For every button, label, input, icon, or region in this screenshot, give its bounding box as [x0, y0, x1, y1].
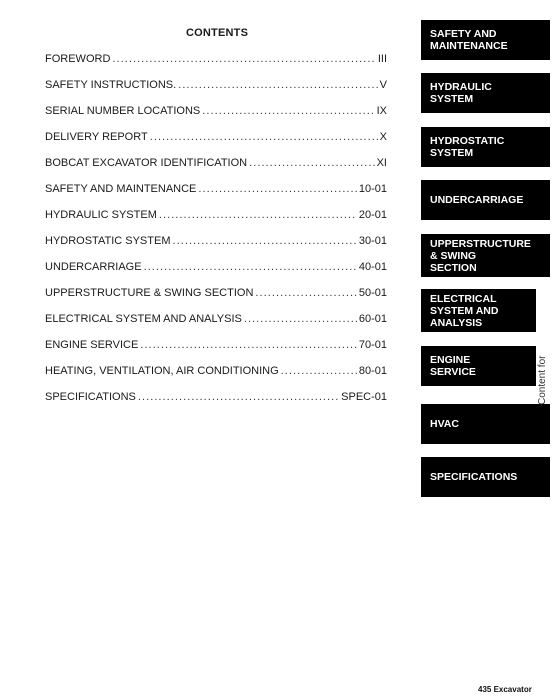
tab-label-line: SAFETY AND — [430, 28, 497, 40]
toc-entry-page: III — [377, 53, 387, 65]
section-tabs — [421, 0, 550, 699]
toc-leader-dots — [140, 339, 357, 351]
tab-upperstructure-swing[interactable] — [421, 234, 550, 277]
toc-entry-page: V — [379, 79, 387, 91]
tab-hydraulic-system[interactable] — [421, 73, 550, 113]
toc-entry-page: 80-01 — [358, 365, 387, 377]
toc-entry-foreword[interactable] — [45, 53, 387, 79]
toc-leader-dots — [144, 261, 357, 273]
tab-label-line: UNDERCARRIAGE — [430, 194, 524, 206]
tab-label-line: ELECTRICAL — [430, 292, 497, 305]
tab-label-line: SECTION — [430, 261, 477, 274]
toc-entry-serial-number-locations[interactable] — [45, 105, 387, 131]
toc-entry-hvac[interactable] — [45, 365, 387, 391]
tab-label-line: HVAC — [430, 418, 459, 430]
toc-leader-dots — [178, 79, 377, 91]
toc-leader-dots — [281, 365, 357, 377]
toc-entry-safety-instructions[interactable] — [45, 79, 387, 105]
toc-entry-title: DELIVERY REPORT — [45, 131, 148, 143]
toc-leader-dots — [138, 391, 339, 403]
page-title: CONTENTS — [186, 27, 249, 39]
toc-entry-title: HEATING, VENTILATION, AIR CONDITIONING — [45, 365, 279, 377]
toc-leader-dots — [112, 53, 375, 65]
toc-leader-dots — [173, 235, 357, 247]
toc-entry-title: ELECTRICAL SYSTEM AND ANALYSIS — [45, 313, 242, 325]
toc-entry-safety-and-maintenance[interactable] — [45, 183, 387, 209]
toc-leader-dots — [244, 313, 357, 325]
toc-entry-title: SAFETY AND MAINTENANCE — [45, 183, 197, 195]
toc-entry-hydraulic-system[interactable] — [45, 209, 387, 235]
toc-entry-hydrostatic-system[interactable] — [45, 235, 387, 261]
toc-entry-electrical-system[interactable] — [45, 313, 387, 339]
toc-entry-engine-service[interactable] — [45, 339, 387, 365]
toc-leader-dots — [202, 105, 374, 117]
toc-entry-page: SPEC-01 — [341, 391, 387, 403]
toc-entry-page: 50-01 — [358, 287, 387, 299]
tab-label-line: HYDRAULIC — [430, 81, 492, 93]
tab-label-line: SERVICE — [430, 366, 476, 378]
tab-engine-service[interactable] — [421, 346, 536, 386]
toc-leader-dots — [159, 209, 357, 221]
toc-entry-page: 30-01 — [358, 235, 387, 247]
toc-entry-page: 10-01 — [358, 183, 387, 195]
toc-entry-title: FOREWORD — [45, 53, 111, 65]
toc-entry-title: UPPERSTRUCTURE & SWING SECTION — [45, 287, 254, 299]
toc-entry-page: 70-01 — [358, 339, 387, 351]
tab-undercarriage[interactable] — [421, 180, 550, 220]
toc-entry-page: 60-01 — [358, 313, 387, 325]
toc-entry-page: 40-01 — [358, 261, 387, 273]
toc-leader-dots — [249, 157, 374, 169]
tab-electrical-system[interactable] — [421, 289, 536, 332]
toc-leader-dots — [150, 131, 378, 143]
toc-entry-excavator-identification[interactable] — [45, 157, 387, 183]
vertical-margin-text: Content for — [537, 355, 548, 405]
tab-label-line: & SWING — [430, 249, 477, 262]
toc-entry-title: SAFETY INSTRUCTIONS. — [45, 79, 177, 91]
tab-label-line: HYDROSTATIC — [430, 135, 505, 147]
toc-entry-title: BOBCAT EXCAVATOR IDENTIFICATION — [45, 157, 248, 169]
toc-entry-page: XI — [376, 157, 387, 169]
tab-label-line: MAINTENANCE — [430, 40, 508, 52]
toc-entry-undercarriage[interactable] — [45, 261, 387, 287]
tab-label-line: SYSTEM — [430, 147, 474, 159]
tab-hydrostatic-system[interactable] — [421, 127, 550, 167]
tab-label-line: UPPERSTRUCTURE — [430, 237, 531, 250]
toc-entry-page: IX — [376, 105, 387, 117]
tab-label-line: SYSTEM — [430, 93, 474, 105]
toc-entry-title: SERIAL NUMBER LOCATIONS — [45, 105, 201, 117]
toc-entry-title: HYDROSTATIC SYSTEM — [45, 235, 171, 247]
toc-entry-title: UNDERCARRIAGE — [45, 261, 142, 273]
toc-entry-specifications[interactable] — [45, 391, 387, 417]
toc-entry-title: SPECIFICATIONS — [45, 391, 136, 403]
tab-safety-and-maintenance[interactable] — [421, 20, 550, 60]
toc-entry-title: HYDRAULIC SYSTEM — [45, 209, 157, 221]
tab-label-line: ENGINE — [430, 354, 471, 366]
tab-hvac[interactable] — [421, 404, 550, 444]
tab-label-line: ANALYSIS — [430, 316, 483, 329]
toc-entry-page: 20-01 — [358, 209, 387, 221]
toc-entry-upperstructure-swing[interactable] — [45, 287, 387, 313]
toc-leader-dots — [198, 183, 356, 195]
tab-label-line: SYSTEM AND — [430, 304, 499, 317]
toc-entry-delivery-report[interactable] — [45, 131, 387, 157]
toc-entry-page: X — [379, 131, 387, 143]
tab-label-line: SPECIFICATIONS — [430, 471, 518, 483]
toc-leader-dots — [255, 287, 356, 299]
tab-specifications[interactable] — [421, 457, 550, 497]
footer-model-label: 435 Excavator — [478, 685, 532, 694]
toc-entry-title: ENGINE SERVICE — [45, 339, 139, 351]
table-of-contents — [45, 53, 387, 417]
